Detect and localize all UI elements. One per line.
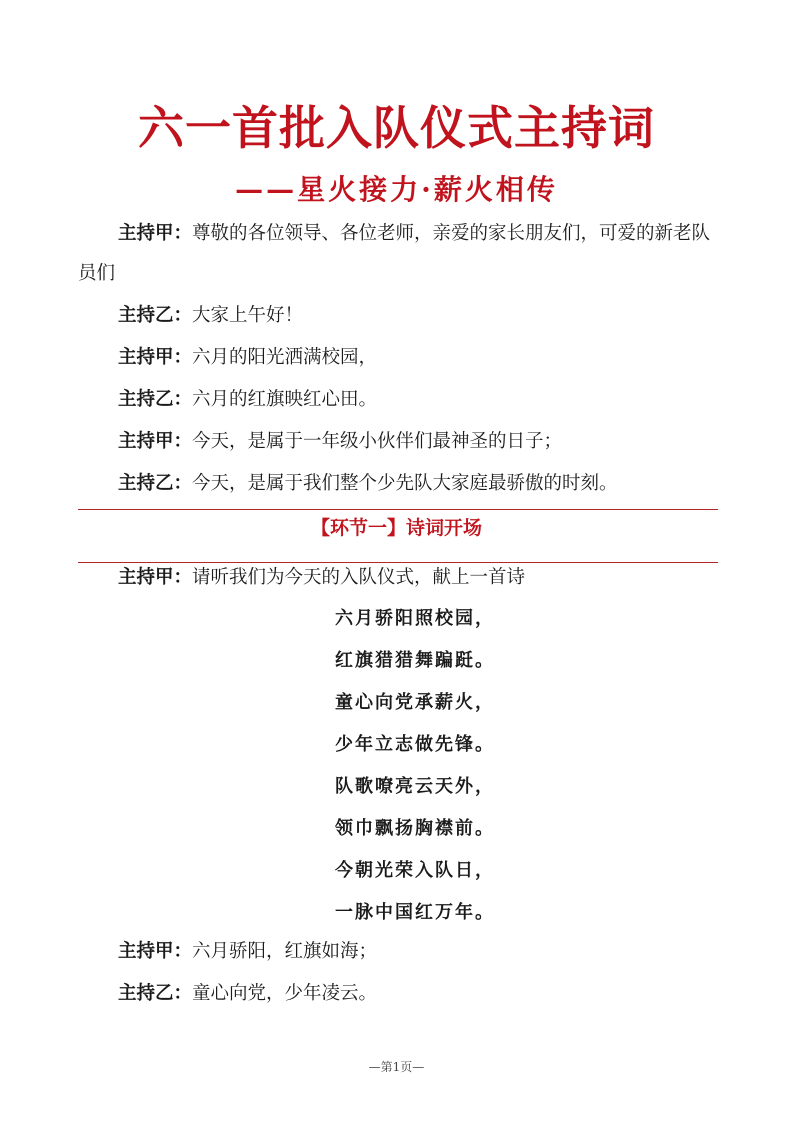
section-heading: 【环节一】诗词开场	[310, 517, 482, 539]
dialogue-text: 今天，是属于我们整个少先队大家庭最骄傲的时刻。	[192, 473, 618, 494]
dialogue-text: 尊敬的各位领导、各位老师，亲爱的家长朋友们，可爱的新老队员们	[78, 223, 711, 284]
dialogue-text: 六月的阳光洒满校园，	[192, 347, 378, 368]
speaker-label: 主持甲：	[118, 223, 193, 244]
poem-line: 领巾飘扬胸襟前。	[335, 818, 495, 839]
dialogue-line	[78, 932, 718, 972]
dialogue-line	[78, 974, 718, 1014]
dialogue-line	[78, 464, 718, 504]
speaker-label: 主持甲：	[118, 941, 193, 962]
dialogue-text: 今天，是属于一年级小伙伴们最神圣的日子；	[192, 431, 563, 452]
dialogue-line	[78, 380, 718, 420]
poem-line: 童心向党承薪火，	[335, 692, 495, 713]
speaker-label: 主持甲：	[118, 347, 193, 368]
section-divider-top	[78, 509, 718, 510]
speaker-label: 主持甲：	[118, 431, 193, 452]
poem-line: 六月骄阳照校园，	[335, 608, 495, 629]
dialogue-text: 六月的红旗映红心田。	[192, 389, 378, 410]
page-number: —第1页—	[368, 1060, 425, 1074]
dialogue-line	[78, 296, 718, 336]
poem-line: 今朝光荣入队日，	[335, 860, 495, 881]
speaker-label: 主持乙：	[118, 983, 193, 1004]
dialogue-line	[78, 214, 718, 294]
page-subtitle: ——星火接力·薪火相传	[235, 173, 558, 206]
dialogue-line	[78, 422, 718, 462]
speaker-label: 主持乙：	[118, 305, 193, 326]
speaker-label: 主持甲：	[118, 567, 193, 588]
dialogue-text: 童心向党，少年凌云。	[192, 983, 378, 1004]
speaker-label: 主持乙：	[118, 473, 193, 494]
speaker-label: 主持乙：	[118, 389, 193, 410]
dialogue-text: 请听我们为今天的入队仪式，献上一首诗	[192, 567, 526, 588]
dialogue-line	[78, 338, 718, 378]
dialogue-line	[78, 558, 718, 598]
poem-line: 一脉中国红万年。	[335, 902, 495, 923]
poem-line: 少年立志做先锋。	[335, 734, 495, 755]
dialogue-text: 六月骄阳，红旗如海；	[192, 941, 378, 962]
poem-line: 队歌嘹亮云天外，	[335, 776, 495, 797]
page-title: 六一首批入队仪式主持词	[138, 101, 655, 155]
dialogue-text: 大家上午好！	[192, 305, 304, 326]
poem-line: 红旗猎猎舞蹁跹。	[335, 650, 495, 671]
